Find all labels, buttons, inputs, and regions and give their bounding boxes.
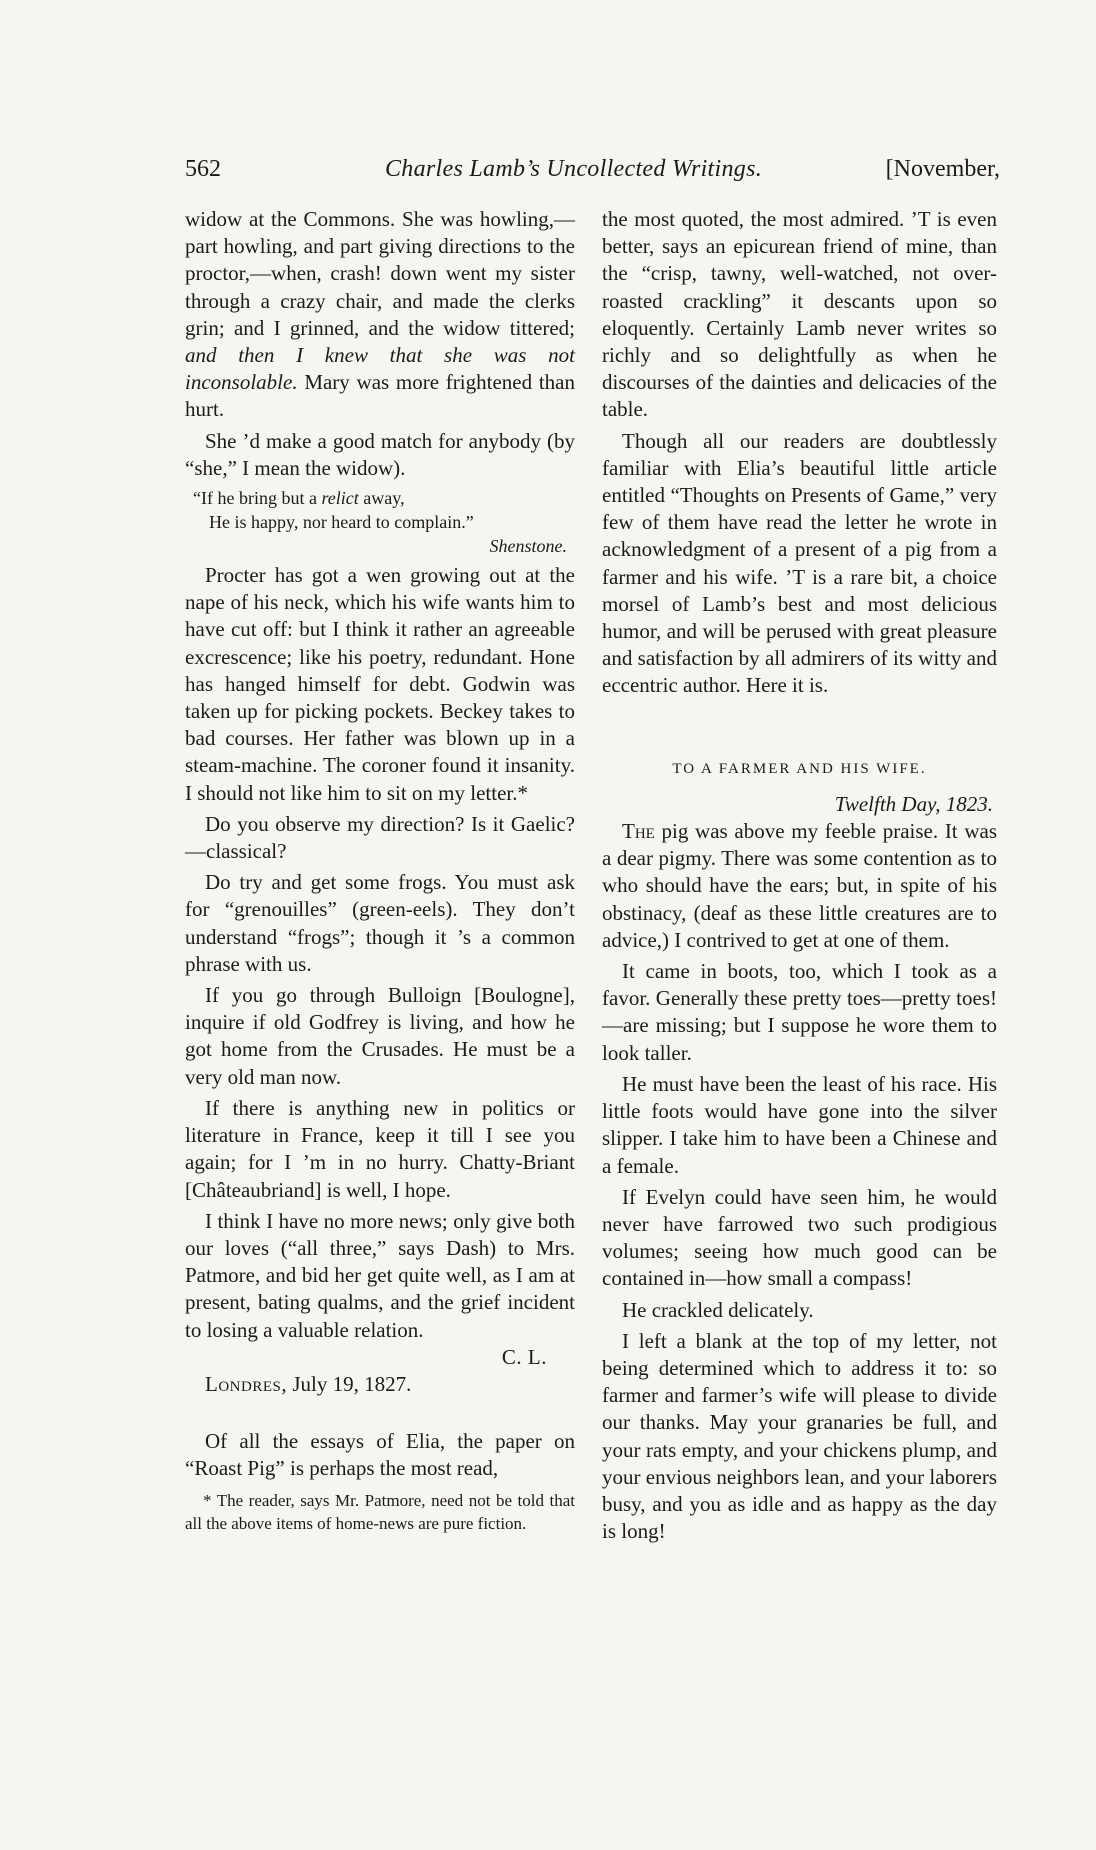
paragraph: I think I have no more news; only give both our loves (“all three,” says Dash) to Mrs. Patmore, and bid her get quite well, as I am at present, bating qualms, and the grief incident to losing a valuable relation. xyxy=(185,1208,575,1342)
verse-attribution: Shenstone. xyxy=(489,536,567,557)
paragraph: Do try and get some frogs. You must ask for “grenouilles” (green-eels). They don’t understand “frogs”; though it ’s a common phrase with us. xyxy=(185,870,575,976)
page-number: 562 xyxy=(185,156,221,182)
paragraph: Of all the essays of Elia, the paper on “Roast Pig” is perhaps the most read, xyxy=(185,1429,575,1481)
verse-line: He is happy, nor heard to complain.” xyxy=(209,512,474,533)
paragraph: If there is anything new in politics or literature in France, keep it till I see you again; for I ’m in no hurry. Chatty-Briant [Châteaubriand] is well, I hope. xyxy=(185,1095,575,1202)
paragraph: She ’d make a good match for anybody (by “she,” I mean the widow). xyxy=(185,428,575,480)
paragraph: It came in boots, too, which I took as a favor. Generally these pretty toes—pretty toes!—are missing; but I suppose he wore them to look taller. xyxy=(602,959,997,1065)
signature-line xyxy=(185,1344,575,1371)
paragraph: The pig was above my feeble praise. It was a dear pigmy. There was some contention as to who should have the ears; but, in spite of his obstinacy, (deaf as these little creatures are to advice,) I contrived to get at one of them. xyxy=(602,819,997,952)
right-column xyxy=(602,206,997,1545)
paragraph: Do you observe my direction? Is it Gaelic?—classical? xyxy=(185,811,575,864)
left-column xyxy=(185,206,575,1535)
month-label: [November, xyxy=(885,156,1000,182)
paragraph: Though all our readers are doubtlessly familiar with Elia’s beautiful little article entitled “Thoughts on Presents of Game,” very few of them have read the letter he wrote in acknowledgment of a present of a pig from a farmer and his wife. ’T is a rare bit, a choice morsel of Lamb’s best and most delicious humor, and will be perused with great pleasure and satisfaction by all admirers of its witty and eccentric author. Here it is. xyxy=(602,428,997,698)
running-header xyxy=(185,156,1000,196)
paragraph: If you go through Bulloign [Boulogne], inquire if old Godfrey is living, and how he got home from the Crusades. He must be a very old man now. xyxy=(185,983,575,1089)
footnote: * The reader, says Mr. Patmore, need not be told that all the above items of home-news are pure fiction. xyxy=(185,1490,575,1533)
italic-phrase: and then I knew that she was not inconsolable. xyxy=(185,343,575,395)
paragraph: If Evelyn could have seen him, he would never have farrowed two such prodigious volumes; seeing how much good can be contained in—how small a compass! xyxy=(602,1184,997,1291)
dateline: Londres, July 19, 1827. xyxy=(205,1371,412,1396)
letter-date: Twelfth Day, 1823. xyxy=(834,791,993,816)
verse-line: “If he bring but a relict away, xyxy=(193,488,405,509)
paragraph: I left a blank at the top of my letter, not being determined which to address it to: so farmer and farmer’s wife will please to divide our thanks. May your granaries be full, and your rats empty, and your chickens plump, and your envious neighbors lean, and your laborers busy, and you as idle and as happy as the day is long! xyxy=(602,1328,997,1544)
verse-quote xyxy=(193,486,575,558)
paragraph: widow at the Commons. She was howling,—part howling, and part giving directions to the proctor,—when, crash! down went my sister through a crazy chair, and made the clerks grin; and I grinned, and the widow tittered; and then I knew that she was not inconsolable. Mary was more frightened than hurt. xyxy=(185,207,575,422)
paragraph: He must have been the least of his race. His little foots would have gone into the silver slipper. I take him to have been a Chinese and a female. xyxy=(602,1071,997,1178)
paragraph: Procter has got a wen growing out at the nape of his neck, which his wife wants him to have cut off: but I think it rather an agreeable excrescence; like his poetry, redundant. Hone has hanged himself for debt. Godwin was taken up for picking pockets. Beckey takes to bad courses. Her father was blown up in a steam-machine. The coroner found it insanity. I should not like him to sit on my letter.* xyxy=(185,563,575,805)
paragraph: the most quoted, the most admired. ’T is even better, says an epicurean friend of mine, than the “crisp, tawny, well-watched, not over-roasted crackling” it descants upon so eloquently. Certainly Lamb never writes so richly and so delightfully as when he discourses of the dainties and delicacies of the table. xyxy=(602,207,997,422)
paragraph: He crackled delicately. xyxy=(622,1297,814,1322)
running-title: Charles Lamb’s Uncollected Writings. xyxy=(385,156,763,182)
letter-heading: TO A FARMER AND HIS WIFE. xyxy=(672,760,927,777)
signature: C. L. xyxy=(501,1344,547,1369)
